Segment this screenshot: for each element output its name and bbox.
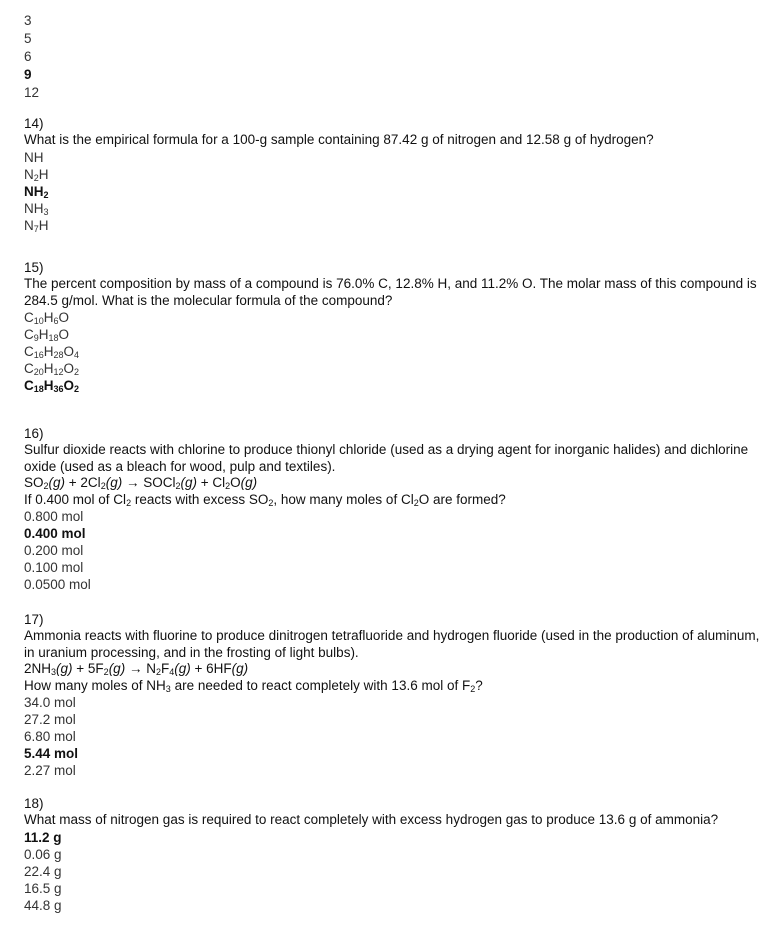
answer-option[interactable]: $C_{20}H_{12}O_2$ — [24, 361, 80, 377]
question-18 — [24, 796, 764, 914]
answer-option[interactable]: 6 — [24, 49, 32, 64]
question-15 — [24, 260, 764, 394]
answer-option-correct[interactable]: 0.400 mol — [24, 526, 86, 541]
question-16 — [24, 426, 764, 593]
previous-question-options — [24, 12, 764, 102]
answer-option[interactable]: 2.27 mol — [24, 763, 76, 778]
question-text: Ammonia reacts with fluorine to produce dinitrogen tetrafluoride and hydrogen fluoride (used in the production of aluminum, in uranium processing, and in the frosting of light bulbs). — [24, 628, 760, 660]
answer-option[interactable]: 27.2 mol — [24, 712, 76, 727]
chemical-equation: $2NH_3(g) + 5F_2(g) \to N_2F_4(g) + 6HF(g)$ — [24, 661, 249, 677]
chemical-equation: $SO_2(g) + 2Cl_2(g)$ → SOCl$_2$(g) + $Cl_2O(g)$ — [24, 475, 258, 491]
answer-option[interactable]: 5 — [24, 31, 32, 46]
answer-option[interactable]: $C_{16}H_{28}O_4$ — [24, 344, 80, 360]
question-text: What mass of nitrogen gas is required to react completely with excess hydrogen gas to produce 13.6 g of ammonia? — [24, 812, 719, 827]
answer-option[interactable]: 0.0500 mol — [24, 577, 91, 592]
answer-option[interactable]: 12 — [24, 85, 40, 100]
answer-option[interactable]: $C_{10}H_6O$ — [24, 310, 70, 326]
question-number: 18) — [24, 796, 44, 811]
answer-option[interactable]: NH — [24, 149, 44, 165]
answer-option[interactable]: $C_9H_{18}O$ — [24, 327, 70, 343]
answer-option[interactable]: 44.8 g — [24, 897, 62, 913]
answer-option[interactable]: 16.5 g — [24, 880, 62, 896]
answer-option[interactable]: 0.06 g — [24, 846, 62, 862]
answer-option[interactable]: $NH_3$ — [24, 200, 49, 217]
question-17 — [24, 612, 764, 779]
answer-option-correct[interactable]: $C_{18}H_{36}O_2$ — [24, 378, 80, 394]
answer-option[interactable]: 34.0 mol — [24, 695, 76, 710]
question-number: 14) — [24, 116, 44, 131]
answer-option[interactable]: 0.200 mol — [24, 543, 84, 558]
question-prompt: How many moles of $NH_3$ are needed to react completely with 13.6 mol of $F_2$? — [24, 677, 483, 694]
answer-option-correct[interactable]: 9 — [24, 67, 32, 82]
question-number: 16) — [24, 426, 44, 441]
answer-option[interactable]: $N_7H$ — [24, 217, 49, 234]
answer-option[interactable]: 22.4 g — [24, 863, 62, 879]
question-text: The percent composition by mass of a compound is 76.0% C, 12.8% H, and 11.2% O. The molar mass of this compound is 284.5 g/mol. What is the molecular formula of the compound? — [24, 276, 757, 308]
answer-option-correct[interactable]: $NH_2$ — [24, 183, 49, 200]
answer-option[interactable]: 6.80 mol — [24, 729, 76, 744]
answer-option[interactable]: 0.100 mol — [24, 560, 84, 575]
question-number: 17) — [24, 612, 44, 627]
answer-option[interactable]: $N_2H$ — [24, 166, 49, 183]
question-text: Sulfur dioxide reacts with chlorine to produce thionyl chloride (used as a drying agent for inorganic halides) and dichlorine oxide (used as a bleach for wood, pulp and textiles). — [24, 442, 749, 474]
question-14 — [24, 116, 764, 234]
answer-option[interactable]: 0.800 mol — [24, 509, 84, 524]
question-number: 15) — [24, 260, 44, 275]
question-prompt: If 0.400 mol of $Cl_2$ reacts with excess $SO_2$, how many moles of $Cl_2O$ are formed? — [24, 491, 506, 508]
answer-option-correct[interactable]: 5.44 mol — [24, 746, 79, 761]
question-text: What is the empirical formula for a 100-g sample containing 87.42 g of nitrogen and 12.58 g of hydrogen? — [24, 132, 654, 147]
answer-option-correct[interactable]: 11.2 g — [24, 829, 62, 845]
answer-option[interactable]: 3 — [24, 13, 32, 28]
